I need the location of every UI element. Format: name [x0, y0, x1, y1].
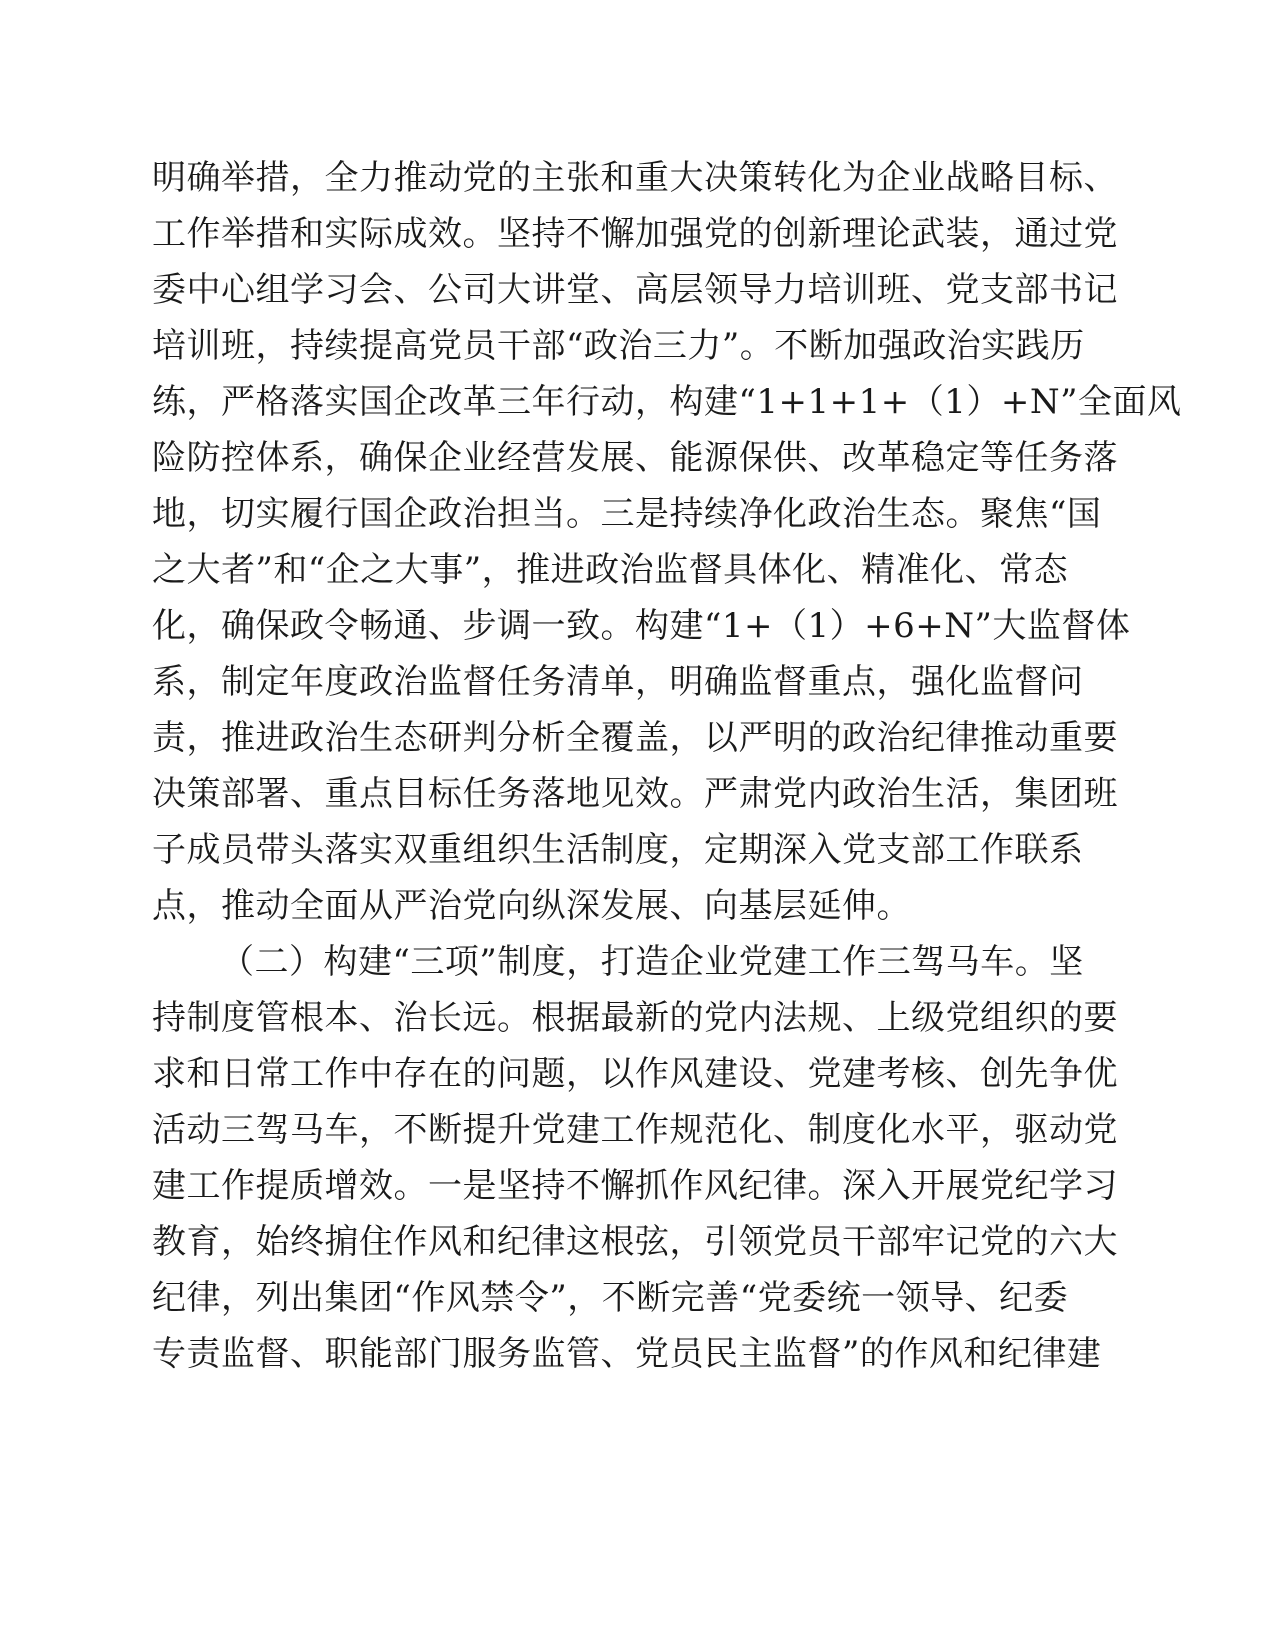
text-line: 明确举措，全力推动党的主张和重大决策转化为企业战略目标、	[152, 158, 1118, 198]
text-line: 练，严格落实国企改革三年行动，构建“1+1+1+（1）+N”全面风	[152, 382, 1182, 422]
text-line: 点，推动全面从严治党向纵深发展、向基层延伸。	[152, 886, 911, 926]
section-heading-line: （二）构建“三项”制度，打造企业党建工作三驾马车。坚	[220, 942, 1084, 982]
text-line: 决策部署、重点目标任务落地见效。严肃党内政治生活，集团班	[152, 774, 1118, 814]
text-line: 求和日常工作中存在的问题，以作风建设、党建考核、创先争优	[152, 1054, 1118, 1094]
text-line: 教育，始终掮住作风和纪律这根弦，引领党员干部牢记党的六大	[152, 1222, 1118, 1262]
text-line: 持制度管根本、治长远。根据最新的党内法规、上级党组织的要	[152, 998, 1118, 1038]
text-line: 子成员带头落实双重组织生活制度，定期深入党支部工作联系	[152, 830, 1084, 870]
text-line: 工作举措和实际成效。坚持不懈加强党的创新理论武装，通过党	[152, 214, 1118, 254]
text-line: 险防控体系，确保企业经营发展、能源保供、改革稳定等任务落	[152, 438, 1118, 478]
text-line: 系，制定年度政治监督任务清单，明确监督重点，强化监督问	[152, 662, 1084, 702]
text-line: 活动三驾马车，不断提升党建工作规范化、制度化水平，驱动党	[152, 1110, 1118, 1150]
text-line: 之大者”和“企之大事”，推进政治监督具体化、精准化、常态	[152, 550, 1069, 590]
text-line: 建工作提质增效。一是坚持不懈抓作风纪律。深入开展党纪学习	[152, 1166, 1118, 1206]
text-line: 纪律，列出集团“作风禁令”，不断完善“党委统一领导、纪委	[152, 1278, 1069, 1318]
text-line: 地，切实履行国企政治担当。三是持续净化政治生态。聚焦“国	[152, 494, 1102, 534]
text-line: 责，推进政治生态研判分析全覆盖，以严明的政治纪律推动重要	[152, 718, 1118, 758]
text-line: 专责监督、职能部门服务监管、党员民主监督”的作风和纪律建	[152, 1334, 1102, 1374]
text-line: 委中心组学习会、公司大讲堂、高层领导力培训班、党支部书记	[152, 270, 1118, 310]
text-line: 化，确保政令畅通、步调一致。构建“1+（1）+6+N”大监督体	[152, 606, 1131, 646]
text-line: 培训班，持续提高党员干部“政治三力”。不断加强政治实践历	[152, 326, 1085, 366]
